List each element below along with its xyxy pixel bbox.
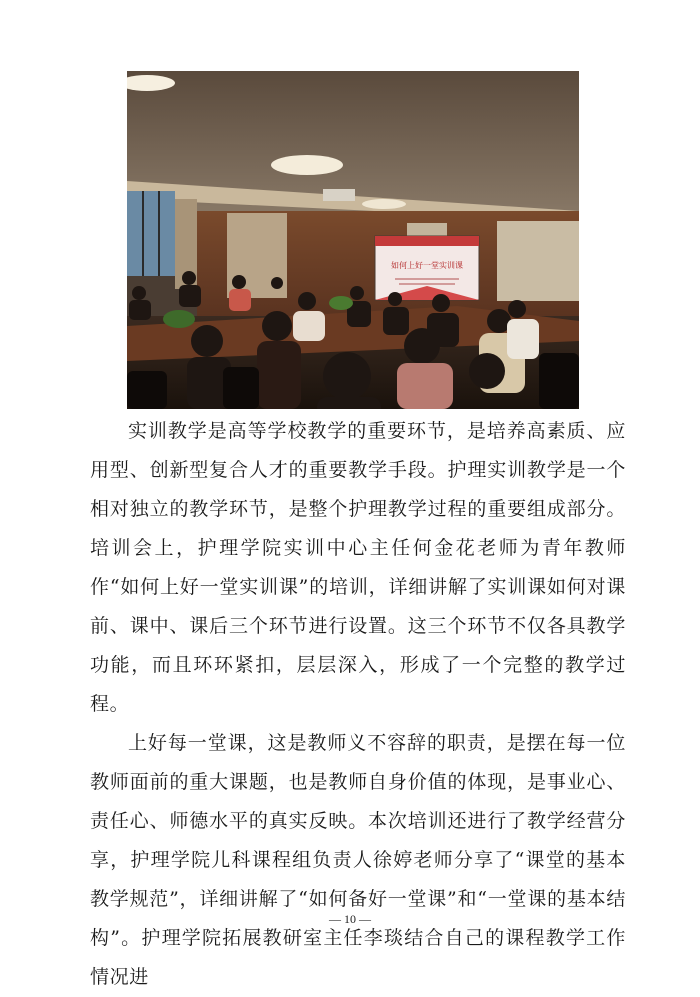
paragraph-1: 实训教学是高等学校教学的重要环节，是培养高素质、应用型、创新型复合人才的重要教学手段。护理实训教学是一个相对独立的教学环节，是整个护理教学过程的重要组成部分。培训会上，护理学院实训中心主任何金花老师为青年教师作“如何上好一堂实训课”的培训，详细讲解了实训课如何对课前、课中、课后三个环节进行设置。这三个环节不仅各具教学功能，而且环环紧扣，层层深入，形成了一个完整的教学过程。 — [90, 420, 626, 715]
classroom-photo — [127, 71, 579, 409]
page-number: — 10 — — [329, 912, 371, 926]
paragraph-2: 上好每一堂课，这是教师义不容辞的职责，是摆在每一位教师面前的重大课题，也是教师自身价值的体现，是事业心、责任心、师德水平的真实反映。本次培训还进行了教学经营分享，护理学院儿科课程组负责人徐婷老师分享了“课堂的基本教学规范”，详细讲解了“如何备好一堂课”和“一堂课的基本结构”。护理学院拓展教研室主任李琰结合自己的课程教学工作情况进 — [90, 732, 626, 988]
screen-title: 如何上好一堂实训课 — [391, 261, 463, 270]
article-body — [90, 412, 626, 997]
